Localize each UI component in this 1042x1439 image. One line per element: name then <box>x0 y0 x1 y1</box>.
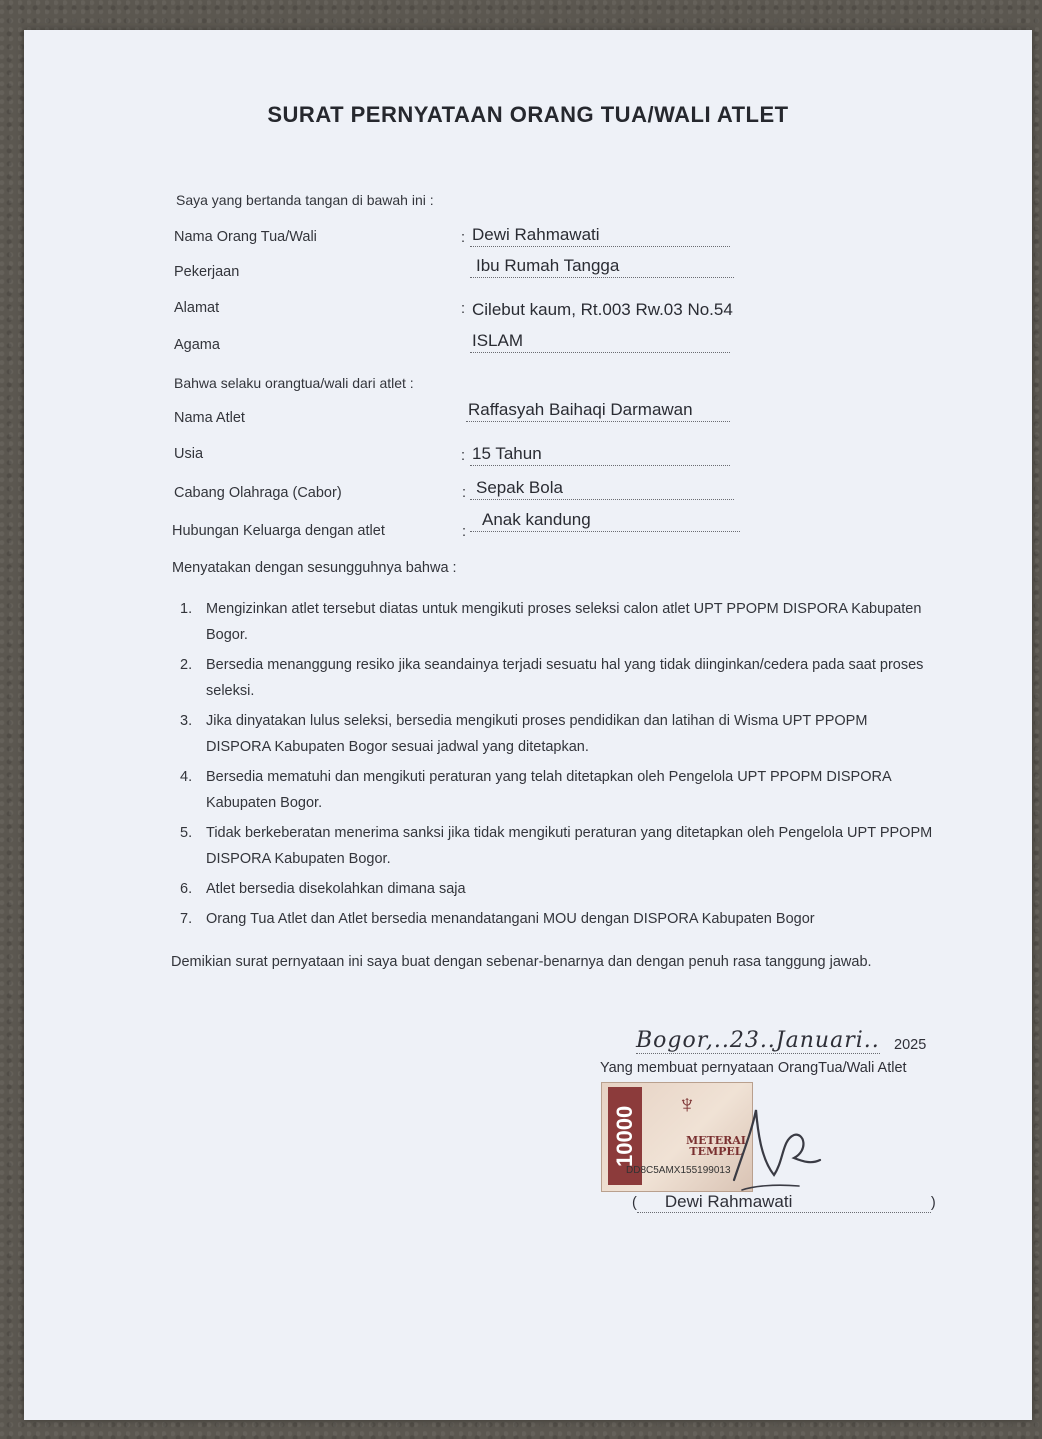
list-item <box>174 876 934 902</box>
field-colon: : <box>461 301 466 317</box>
field-value: ISLAM <box>470 331 730 353</box>
stamp-serial: DD8C5AMX155199013 <box>626 1165 731 1176</box>
intro-parent: Saya yang bertanda tangan di bawah ini : <box>176 192 434 208</box>
statement-list <box>174 596 934 936</box>
field-value: Sepak Bola <box>470 478 734 500</box>
list-item <box>174 820 934 872</box>
document-page <box>24 30 1032 1420</box>
field-value: 15 Tahun <box>470 444 730 466</box>
closing-paragraph: Demikian surat pernyataan ini saya buat dengan sebenar-benarnya dan dengan penuh rasa tanggung jawab. <box>171 954 872 970</box>
field-label: Nama Atlet <box>174 410 245 426</box>
field-value: Anak kandung <box>470 510 740 532</box>
place-date-handwritten: Bogor,..23..Januari.. <box>636 1028 880 1053</box>
list-item-text: Bersedia mematuhi dan mengikuti peraturan yang telah ditetapkan oleh Pengelola UPT PPOPM DISPORA Kabupaten Bogor. <box>206 769 891 811</box>
field-colon: : <box>461 230 466 246</box>
close-paren: ) <box>930 1195 936 1211</box>
list-item <box>174 764 934 816</box>
list-item-text: Orang Tua Atlet dan Atlet bersedia menandatangani MOU dengan DISPORA Kabupaten Bogor <box>206 911 815 927</box>
list-item-number: 2. <box>180 657 193 673</box>
list-item-text: Mengizinkan atlet tersebut diatas untuk mengikuti proses seleksi calon atlet UPT PPOPM DISPORA Kabupaten Bogor. <box>206 601 922 643</box>
list-item-text: Atlet bersedia disekolahkan dimana saja <box>206 881 466 897</box>
field-colon: : <box>461 448 466 464</box>
stamp-label-line2: TEMPEL <box>689 1145 743 1158</box>
list-item <box>174 652 934 704</box>
field-label: Nama Orang Tua/Wali <box>174 229 317 245</box>
list-item-number: 4. <box>180 769 193 785</box>
list-item <box>174 906 934 932</box>
signature-year: 2025 <box>894 1037 927 1053</box>
list-item <box>174 596 934 648</box>
list-item-number: 3. <box>180 713 193 729</box>
list-item-text: Bersedia menanggung resiko jika seandainya terjadi sesuatu hal yang tidak diinginkan/cedera pada saat proses seleksi. <box>206 657 924 699</box>
document-title: SURAT PERNYATAAN ORANG TUA/WALI ATLET <box>267 102 789 127</box>
open-paren: ( <box>632 1195 637 1211</box>
list-item-text: Jika dinyatakan lulus seleksi, bersedia mengikuti proses pendidikan dan latihan di Wisma UPT PPOPM DISPORA Kabupaten Bogor sesuai jadwal yang ditetapkan. <box>206 713 868 755</box>
list-item-number: 5. <box>180 825 193 841</box>
field-label: Usia <box>174 446 204 462</box>
statement-intro: Menyatakan dengan sesungguhnya bahwa : <box>172 560 457 576</box>
list-item-text: Tidak berkeberatan menerima sanksi jika tidak mengikuti peraturan yang ditetapkan oleh Pengelola UPT PPOPM DISPORA Kabupaten Bogor. <box>206 825 933 867</box>
field-value: Ibu Rumah Tangga <box>470 256 734 278</box>
field-value: Raffasyah Baihaqi Darmawan <box>466 400 730 422</box>
list-item-number: 1. <box>180 601 193 617</box>
handwritten-signature-icon <box>634 1090 824 1200</box>
field-label: Hubungan Keluarga dengan atlet <box>172 523 385 539</box>
field-label: Cabang Olahraga (Cabor) <box>174 485 342 501</box>
stamp-value: 10000 <box>608 1087 642 1185</box>
signature-name-line <box>632 1192 936 1213</box>
list-item <box>174 708 934 760</box>
signer-name: Dewi Rahmawati <box>637 1192 931 1213</box>
field-value: Dewi Rahmawati <box>470 225 730 247</box>
field-colon: : <box>462 485 467 501</box>
field-colon: : <box>462 524 467 540</box>
maker-label: Yang membuat pernyataan OrangTua/Wali Atlet <box>600 1060 907 1076</box>
list-item-number: 7. <box>180 911 193 927</box>
stamp-label-line1: METERAI <box>686 1134 746 1147</box>
field-value: Cilebut kaum, Rt.003 Rw.03 No.54 <box>472 300 733 319</box>
field-label: Agama <box>174 337 220 353</box>
field-label: Pekerjaan <box>174 264 240 280</box>
field-label: Alamat <box>174 300 220 316</box>
intro-athlete: Bahwa selaku orangtua/wali dari atlet : <box>174 375 414 391</box>
list-item-number: 6. <box>180 881 193 897</box>
garuda-emblem-icon: ♆ <box>677 1089 697 1119</box>
